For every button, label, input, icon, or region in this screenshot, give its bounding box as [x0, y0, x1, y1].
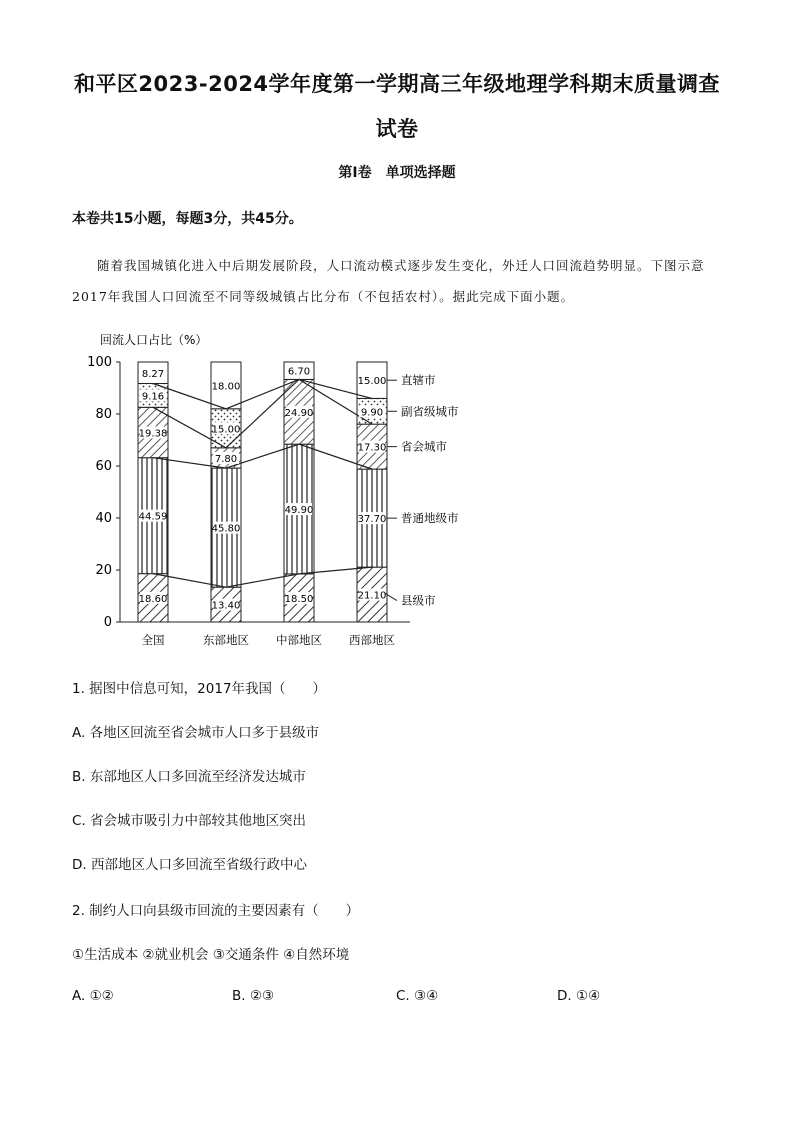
paper-title-line1: 和平区2023-2024学年度第一学期高三年级地理学科期末质量调查 [73, 72, 721, 96]
legend-label: 县级市 [401, 593, 436, 608]
x-category-label: 西部地区 [349, 633, 395, 647]
legend-leader-line [387, 595, 397, 601]
y-axis-label: 回流人口占比（%） [100, 333, 208, 347]
data-label: 24.90 [284, 407, 314, 419]
data-label: 13.40 [211, 600, 241, 612]
data-label: 8.27 [141, 368, 165, 380]
y-tick-label: 100 [87, 355, 112, 370]
y-tick-label: 40 [95, 511, 112, 526]
data-label: 7.80 [214, 453, 238, 465]
data-label: 9.90 [360, 407, 384, 419]
data-label: 21.10 [357, 590, 387, 602]
data-label: 49.90 [284, 505, 314, 517]
data-label: 45.80 [211, 523, 241, 535]
series-connector-line [153, 444, 372, 469]
data-label: 37.70 [357, 514, 387, 526]
x-category-label: 全国 [141, 633, 165, 647]
question-1-option-b[interactable]: B. 东部地区人口多回流至经济发达城市 [72, 769, 306, 785]
paper-title-line2: 试卷 [375, 117, 419, 141]
data-label: 17.30 [357, 442, 387, 454]
legend-label: 副省级城市 [401, 404, 459, 419]
y-tick-label: 60 [95, 459, 112, 474]
question-1-option-a[interactable]: A. 各地区回流至省会城市人口多于县级市 [72, 725, 320, 741]
data-label: 9.16 [141, 391, 165, 403]
question-2-factors: ①生活成本 ②就业机会 ③交通条件 ④自然环境 [72, 947, 350, 963]
intro-paragraph: 随着我国城镇化进入中后期发展阶段，人口流动模式逐步发生变化，外迁人口回流趋势明显。下图示意2017年我国人口回流至不同等级城镇占比分布（不包括农村）。据此完成下面小题。 [72, 258, 705, 304]
x-category-label: 东部地区 [203, 633, 249, 647]
data-label: 6.70 [287, 366, 311, 378]
question-2-stem: 2. 制约人口向县级市回流的主要因素有（ ） [72, 903, 360, 919]
question-1-option-d[interactable]: D. 西部地区人口多回流至省级行政中心 [72, 857, 307, 873]
section-heading: 第Ⅰ卷 单项选择题 [338, 165, 456, 181]
data-label: 44.59 [138, 511, 168, 523]
stacked-bar-chart [70, 325, 490, 655]
legend-label: 普通地级市 [401, 511, 459, 526]
series-connector-line [153, 567, 372, 587]
y-tick-label: 80 [95, 407, 112, 422]
instructions: 本卷共15小题，每题3分，共45分。 [72, 211, 303, 227]
data-label: 18.50 [284, 593, 314, 605]
question-2-option-d[interactable]: D. ①④ [557, 988, 601, 1004]
question-1-stem: 1. 据图中信息可知，2017年我国（ ） [72, 681, 327, 697]
question-2-option-a[interactable]: A. ①② [72, 988, 114, 1004]
data-label: 15.00 [211, 424, 241, 436]
legend-label: 直辖市 [401, 373, 436, 388]
question-2-option-c[interactable]: C. ③④ [396, 988, 439, 1004]
question-1-option-c[interactable]: C. 省会城市吸引力中部较其他地区突出 [72, 813, 307, 829]
legend-label: 省会城市 [401, 439, 447, 454]
data-label: 18.00 [211, 381, 241, 393]
data-label: 15.00 [357, 376, 387, 388]
question-2-option-b[interactable]: B. ②③ [232, 988, 275, 1004]
y-tick-label: 20 [95, 563, 112, 578]
data-label: 18.60 [138, 593, 168, 605]
y-tick-label: 0 [103, 615, 112, 630]
x-category-label: 中部地区 [276, 633, 322, 647]
data-label: 19.38 [138, 428, 168, 440]
